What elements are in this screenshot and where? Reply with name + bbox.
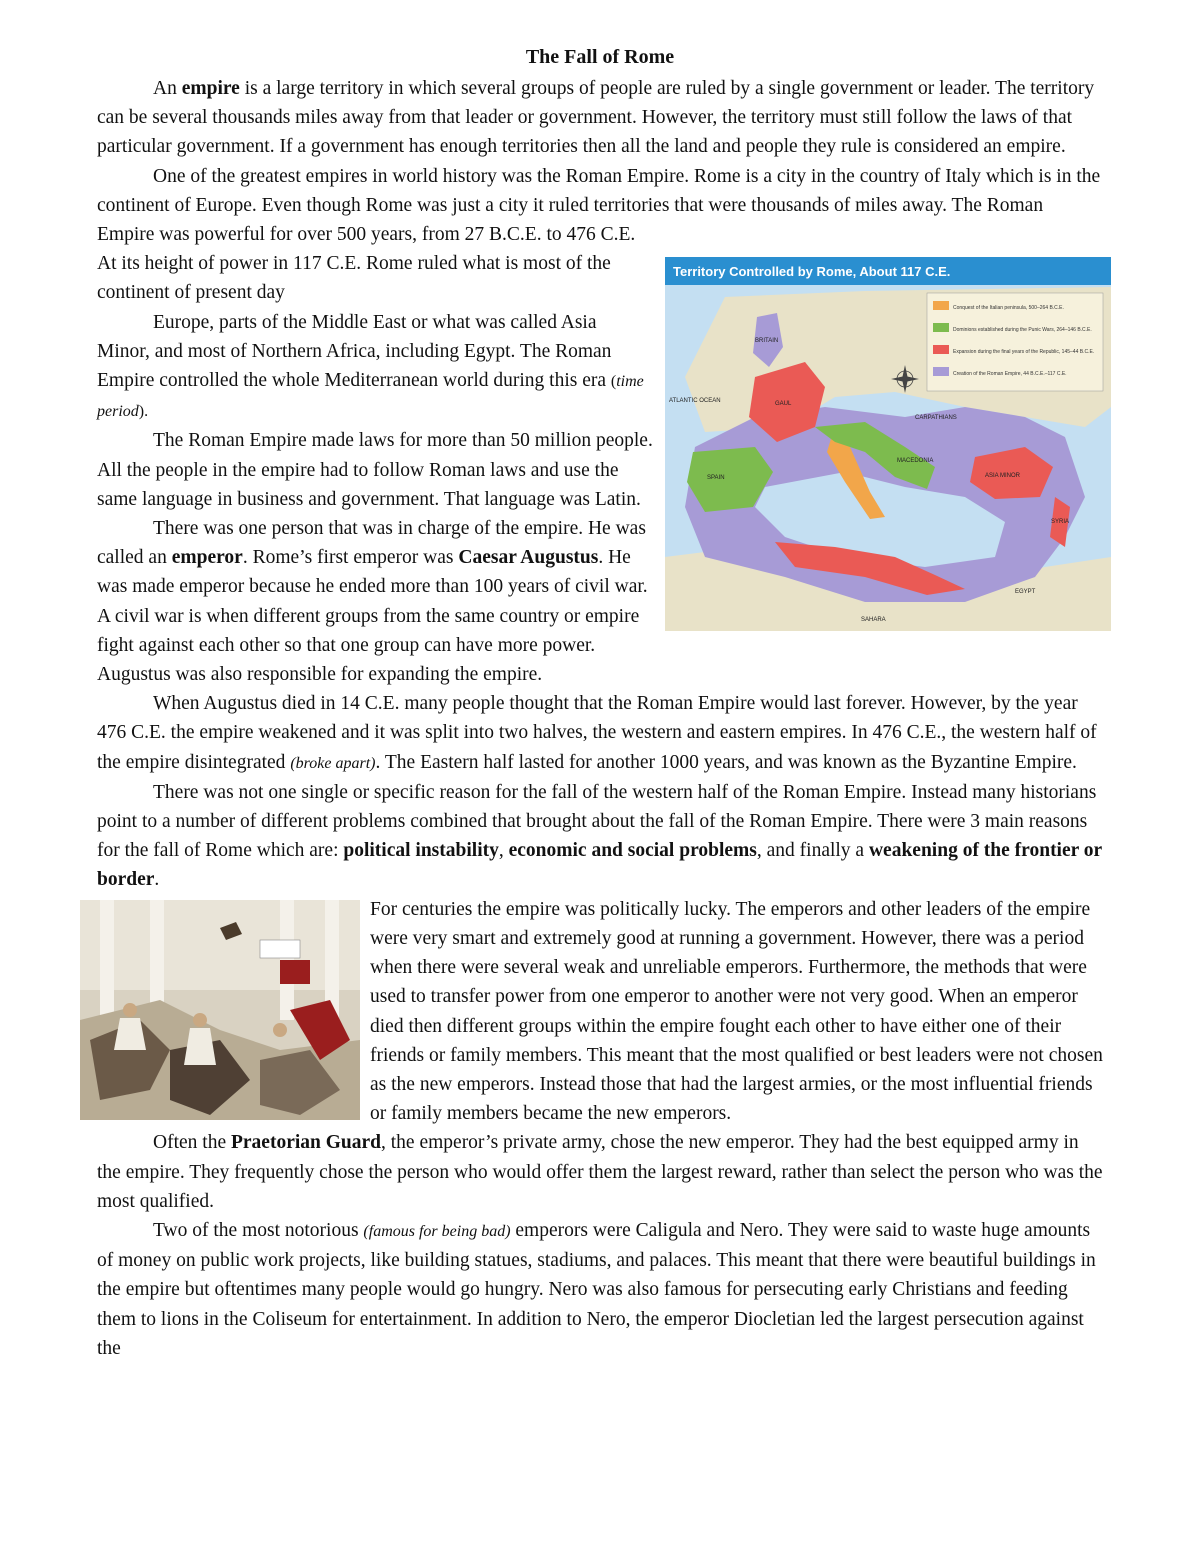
roman-senate-painting: [80, 900, 360, 1120]
text: , and finally a: [756, 840, 869, 862]
text: . He was made emperor because he ended more than 100 years of civil war. A civil war is when different groups from the same country or empire fight against each other so that one group can have more power. Augustus was also responsible for expanding the empire.: [97, 547, 648, 686]
text: An: [153, 78, 182, 99]
text: , the emperor’s private army, chose the new emperor. They had the best equipped army in the empire. They frequently chose the person who would offer them the largest reward, rather than select the person who was the most qualified.: [97, 1132, 1103, 1212]
paragraph-empire-definition: [97, 74, 1103, 162]
map-label: MACEDONIA: [897, 458, 934, 465]
paragraph-caligula-nero: [97, 1216, 1103, 1363]
legend-item: Conquest of the Italian peninsula, 500–264 B.C.E.: [953, 305, 1064, 312]
map-side-text: [97, 249, 697, 307]
text: ).: [138, 403, 149, 421]
italic-term: (broke apart): [290, 754, 376, 772]
bold-term: Praetorian Guard: [230, 1132, 382, 1154]
paragraph-augustus-death: [97, 689, 1103, 778]
text: . Rome’s first emperor was: [242, 547, 459, 569]
bold-term: political instability: [343, 840, 499, 862]
map-label: ASIA MINOR: [985, 473, 1021, 480]
text: . The Eastern half lasted for another 1000 years, and was known as the Byzantine Empire.: [375, 751, 1077, 773]
legend-item: Expansion during the final years of the Republic, 145–44 B.C.E.: [953, 349, 1095, 356]
map-label: CARPATHIANS: [915, 415, 957, 422]
text: emperors were Caligula and Nero. They were said to waste huge amounts of money on public work projects, like building statues, stadiums, and palaces. This meant that there were beautiful buildings in the empire but oftentimes many people would go hungry. Nero was also famous for persecuting early Christians and feeding them to lions in the Coliseum for entertainment. In addition to Nero, the emperor Diocletian led the largest persecution against the: [97, 1219, 1096, 1359]
map-graphic: [665, 257, 1111, 631]
map-title: Territory Controlled by Rome, About 117 C.E.: [673, 264, 951, 280]
text: (: [610, 373, 617, 391]
paragraph-laws: The Roman Empire made laws for more than 50 million people. All the people in the empire had to follow Roman laws and use the same language in business and government. That language was Latin.: [97, 430, 653, 510]
text: .: [154, 869, 160, 891]
bold-term: empire: [181, 78, 240, 99]
bold-term: weakening of the frontier or border: [97, 840, 1102, 891]
text: When Augustus died in 14 C.E. many people thought that the Roman Empire would last forever. However, by the year 476 C.E. the empire weakened and it was split into two halves, the western and eastern empires. In 476 C.E., the western half of the empire disintegrated: [97, 693, 1097, 773]
map-label: EGYPT: [1015, 589, 1036, 596]
bold-term: economic and social problems: [508, 840, 757, 862]
map-label: ATLANTIC OCEAN: [669, 398, 721, 405]
roman-territory-map: [665, 257, 1111, 631]
document-page: [97, 40, 1103, 1363]
bold-term: emperor: [171, 547, 243, 569]
text: There was one person that was in charge of the empire. He was called an: [97, 518, 646, 569]
page-title: The Fall of Rome: [525, 46, 675, 68]
text: Two of the most notorious: [153, 1219, 364, 1241]
italic-term: (famous for being bad): [363, 1222, 511, 1240]
paragraph-political-luck: For centuries the empire was politically lucky. The emperors and other leaders of the empire were very smart and extremely good at running a government. However, there was a period when there were several weak and unreliable emperors. Furthermore, the methods that were used to transfer power from one emperor to another were not very good. When an emperor died then different groups within the empire fought each other to have either one of their friends or family members. This meant that the most qualified or best leaders were not chosen as the new emperors. Instead those that had the largest armies, or the most influential friends or family members became the new emperors.: [370, 898, 1103, 1125]
text: Often the: [153, 1132, 231, 1154]
legend-item: Dominions established during the Punic Wars, 264–146 B.C.E.: [953, 327, 1092, 334]
painting-graphic: [80, 900, 360, 1120]
paragraph-height-of-power: At its height of power in 117 C.E. Rome ruled what is most of the continent of present day: [97, 253, 611, 304]
map-label: SYRIA: [1051, 519, 1070, 526]
map-label: SPAIN: [707, 475, 725, 482]
map-label: BRITAIN: [755, 338, 779, 345]
italic-term: time period: [97, 373, 644, 421]
paragraph-praetorian-guard: [97, 1128, 1103, 1216]
text: ,: [498, 840, 509, 862]
text: There was not one single or specific reason for the fall of the western half of the Roman Empire. Instead many historians point to a number of different problems combined that brought about the fall of the Roman Empire. There were 3 main reasons for the fall of Rome which are:: [97, 781, 1097, 862]
legend-item: Creation of the Roman Empire, 44 B.C.E.–117 C.E.: [953, 371, 1067, 378]
map-label: SAHARA: [861, 617, 886, 624]
paragraph-roman-empire: One of the greatest empires in world history was the Roman Empire. Rome is a city in the country of Italy which is in the continent of Europe. Even though Rome was just a city it ruled territories that were thousands of miles away. The Roman Empire was powerful for over 500 years, from 27 B.C.E. to 476 C.E.: [97, 165, 1101, 246]
text: Europe, parts of the Middle East or what was called Asia Minor, and most of Northern Africa, including Egypt. The Roman Empire controlled the whole Mediterranean world during this era: [97, 311, 612, 392]
map-label: GAUL: [775, 401, 792, 408]
paragraph-reasons: [97, 778, 1103, 895]
text: is a large territory in which several groups of people are ruled by a single government or leader. The territory can be several thousands miles away from that leader or government. However, the territory must still follow the laws of that particular government. If a government has enough territories then all the land and people they rule is considered an empire.: [97, 78, 1095, 158]
bold-term: Caesar Augustus: [458, 547, 599, 569]
